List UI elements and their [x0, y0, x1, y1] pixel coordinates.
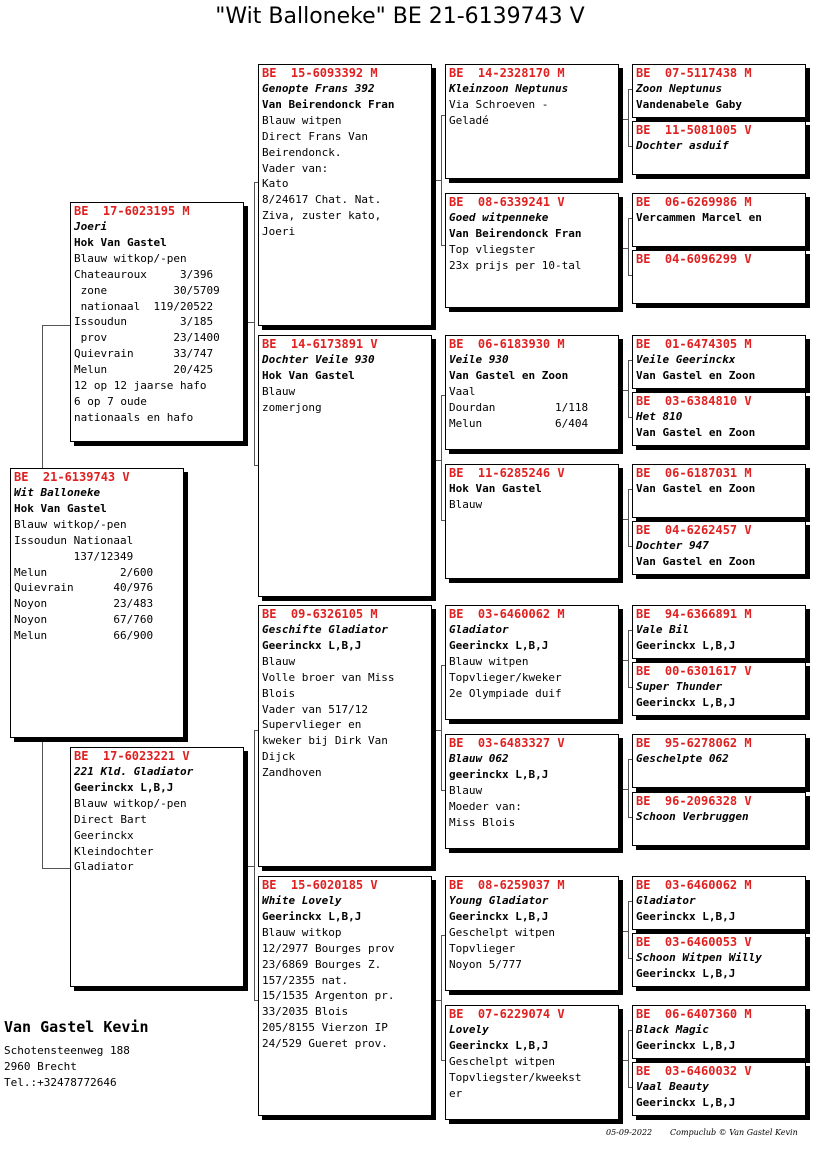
- connector-line: [441, 395, 442, 520]
- pigeon-card-gen5[interactable]: [632, 64, 806, 118]
- pigeon-info-line: Geladé: [449, 113, 489, 127]
- pigeon-info-line: Direct Bart: [74, 812, 147, 826]
- pigeon-name: Veile 930: [449, 353, 509, 366]
- pigeon-info-line: Noyon 67/760: [14, 613, 154, 627]
- pigeon-owner: Geerinckx L,B,J: [636, 638, 736, 652]
- connector-line: [628, 360, 629, 417]
- pigeon-owner: Geerinckx L,B,J: [262, 638, 362, 652]
- breeder-city: 2960 Brecht: [4, 1060, 77, 1073]
- pigeon-name: Young Gladiator: [449, 894, 549, 907]
- pigeon-name: Lovely: [449, 1023, 489, 1036]
- ring-number: BE 14-2328170 M: [449, 66, 565, 80]
- print-date: 05-09-2022: [606, 1128, 653, 1137]
- pigeon-card-gen5[interactable]: [632, 121, 806, 175]
- connector-line: [619, 119, 628, 120]
- credit-line: Compuclub © Van Gastel Kevin: [670, 1128, 798, 1137]
- connector-line: [432, 460, 441, 461]
- pigeon-card-gen5[interactable]: [632, 876, 806, 930]
- page-title: "Wit Balloneke" BE 21-6139743 V: [215, 4, 585, 29]
- ring-number: BE 15-6093392 M: [262, 66, 378, 80]
- connector-line: [619, 519, 628, 520]
- pigeon-info-line: Blauw: [262, 384, 296, 398]
- pigeon-name: Genopte Frans 392: [262, 82, 375, 95]
- pigeon-owner: Hok Van Gastel: [14, 501, 107, 515]
- connector-line: [628, 489, 629, 546]
- pigeon-owner: Hok Van Gastel: [262, 368, 355, 382]
- connector-line: [42, 868, 70, 869]
- pigeon-info-line: Joeri: [262, 225, 296, 239]
- pigeon-card-gen3[interactable]: [258, 605, 432, 867]
- connector-line: [441, 665, 442, 790]
- breeder-name: Van Gastel Kevin: [4, 1018, 149, 1036]
- pigeon-name: Geschifte Gladiator: [262, 623, 388, 636]
- connector-line: [432, 730, 441, 731]
- pigeon-name: Schoon Witpen Willy: [636, 951, 762, 964]
- pigeon-info-line: zomerjong: [262, 400, 322, 414]
- pigeon-name: White Lovely: [262, 894, 342, 907]
- pigeon-name: Black Magic: [636, 1023, 709, 1036]
- pigeon-owner: Geerinckx L,B,J: [636, 1095, 736, 1109]
- pigeon-card-gen4[interactable]: [445, 464, 619, 579]
- pigeon-card-gen4[interactable]: [445, 876, 619, 991]
- pigeon-info-line: 12 op 12 jaarse hafo: [74, 379, 207, 393]
- pigeon-info-line: Melun 2/600: [14, 565, 154, 579]
- pigeon-owner: Van Gastel en Zoon: [636, 425, 756, 439]
- pigeon-info-line: Vaal: [449, 384, 476, 398]
- ring-number: BE 11-6285246 V: [449, 466, 565, 480]
- pigeon-card-gen5[interactable]: [632, 392, 806, 446]
- connector-line: [619, 931, 628, 932]
- pigeon-name: 221 Kld. Gladiator: [74, 765, 194, 778]
- ring-number: BE 09-6326105 M: [262, 607, 378, 621]
- pigeon-card-gen5[interactable]: [632, 193, 806, 247]
- pigeon-name: Dochter Veile 930: [262, 353, 375, 366]
- ring-number: BE 03-6460062 M: [636, 878, 752, 892]
- pigeon-info-line: Chateauroux 3/396: [74, 267, 214, 281]
- pigeon-owner: Geerinckx L,B,J: [262, 909, 362, 923]
- pigeon-info-line: Geerinckx: [74, 828, 134, 842]
- ring-number: BE 17-6023221 V: [74, 749, 190, 763]
- connector-line: [244, 866, 254, 867]
- pigeon-info-line: nationaal 119/20522: [74, 299, 214, 313]
- pigeon-info-line: Blauw: [449, 497, 483, 511]
- ring-number: BE 06-6183930 M: [449, 337, 565, 351]
- connector-line: [254, 730, 255, 1000]
- pigeon-info-line: 15/1535 Argenton pr.: [262, 989, 395, 1003]
- ring-number: BE 94-6366891 M: [636, 607, 752, 621]
- breeder-street: Schotensteenweg 188: [4, 1044, 130, 1057]
- connector-line: [619, 789, 628, 790]
- pigeon-info-line: Supervlieger en: [262, 718, 362, 732]
- pigeon-info-line: Gladiator: [74, 860, 134, 874]
- ring-number: BE 03-6384810 V: [636, 394, 752, 408]
- pigeon-name: Vale Bil: [636, 623, 689, 636]
- pigeon-owner: Van Beirendonck Fran: [262, 97, 395, 111]
- connector-line: [244, 322, 254, 323]
- connector-line: [432, 1000, 441, 1001]
- pigeon-owner: geerinckx L,B,J: [449, 767, 549, 781]
- pigeon-info-line: Beirendonck.: [262, 145, 342, 159]
- pigeon-owner: Van Gastel en Zoon: [449, 368, 569, 382]
- pigeon-info-line: Melun 20/425: [74, 363, 214, 377]
- pigeon-info-line: Dijck: [262, 750, 296, 764]
- pigeon-card-gen4[interactable]: [445, 605, 619, 720]
- pigeon-info-line: Moeder van:: [449, 799, 522, 813]
- connector-line: [441, 115, 442, 245]
- pigeon-info-line: 6 op 7 oude: [74, 394, 147, 408]
- ring-number: BE 06-6407360 M: [636, 1007, 752, 1021]
- pigeon-info-line: 137/12349: [14, 549, 134, 563]
- pigeon-card-gen4[interactable]: [445, 193, 619, 308]
- pigeon-card-gen5[interactable]: [632, 335, 806, 389]
- pigeon-info-line: Kato: [262, 177, 289, 191]
- pigeon-card-gen5[interactable]: [632, 1062, 806, 1116]
- ring-number: BE 14-6173891 V: [262, 337, 378, 351]
- pigeon-info-line: 24/529 Gueret prov.: [262, 1037, 388, 1051]
- pigeon-owner: Van Beirendonck Fran: [449, 226, 582, 240]
- pigeon-name: Kleinzoon Neptunus: [449, 82, 569, 95]
- ring-number: BE 07-5117438 M: [636, 66, 752, 80]
- ring-number: BE 21-6139743 V: [14, 470, 130, 484]
- pigeon-card-gen5[interactable]: [632, 464, 806, 518]
- pigeon-info-line: 23/6869 Bourges Z.: [262, 957, 382, 971]
- pigeon-info-line: Kleindochter: [74, 844, 154, 858]
- pigeon-card-gen4[interactable]: [445, 64, 619, 179]
- connector-line: [441, 935, 442, 1060]
- pigeon-info-line: Blois: [262, 686, 296, 700]
- pigeon-info-line: Volle broer van Miss: [262, 670, 395, 684]
- pigeon-owner: Geerinckx L,B,J: [636, 966, 736, 980]
- connector-line: [619, 660, 628, 661]
- pigeon-info-line: Issoudun 3/185: [74, 315, 214, 329]
- pigeon-info-line: 33/2035 Blois: [262, 1005, 349, 1019]
- pigeon-info-line: Noyon 5/777: [449, 957, 522, 971]
- pigeon-owner: Van Gastel en Zoon: [636, 554, 756, 568]
- connector-line: [628, 218, 629, 275]
- pigeon-card-gen3[interactable]: [258, 876, 432, 1116]
- connector-line: [42, 325, 43, 468]
- breeder-phone: Tel.:+32478772646: [4, 1076, 117, 1089]
- ring-number: BE 04-6262457 V: [636, 523, 752, 537]
- ring-number: BE 06-6187031 M: [636, 466, 752, 480]
- pigeon-name: Vaal Beauty: [636, 1080, 709, 1093]
- pigeon-info-line: Dourdan 1/118: [449, 400, 589, 414]
- pigeon-owner: Hok Van Gastel: [449, 482, 542, 495]
- pigeon-owner: Geerinckx L,B,J: [449, 909, 549, 923]
- pigeon-owner: Van Gastel en Zoon: [636, 368, 756, 382]
- ring-number: BE 08-6339241 V: [449, 195, 565, 209]
- ring-number: BE 03-6483327 V: [449, 736, 565, 750]
- pigeon-info-line: Blauw witpen: [262, 113, 342, 127]
- pigeon-name: Blauw 062: [449, 752, 509, 765]
- pigeon-info-line: 157/2355 nat.: [262, 973, 349, 987]
- pigeon-name: Dochter asduif: [636, 139, 729, 152]
- connector-line: [432, 180, 441, 181]
- pigeon-name: Super Thunder: [636, 680, 723, 693]
- pigeon-card-gen5[interactable]: [632, 1005, 806, 1059]
- pigeon-name: Joeri: [74, 220, 108, 233]
- pigeon-info-line: Vader van:: [262, 161, 329, 175]
- pigeon-owner: Geerinckx L,B,J: [636, 1038, 736, 1052]
- pigeon-info-line: Top vliegster: [449, 242, 536, 256]
- connector-line: [628, 901, 629, 958]
- ring-number: BE 17-6023195 M: [74, 204, 190, 218]
- pigeon-name: Gladiator: [636, 894, 696, 907]
- pigeon-info-line: 2e Olympiade duif: [449, 686, 562, 700]
- pigeon-info-line: Issoudun Nationaal: [14, 533, 134, 547]
- ring-number: BE 11-5081005 V: [636, 123, 752, 137]
- pigeon-info-line: Quievrain 40/976: [14, 581, 154, 595]
- connector-line: [619, 390, 628, 391]
- ring-number: BE 04-6096299 V: [636, 252, 752, 266]
- pigeon-info-line: Blauw: [449, 783, 483, 797]
- pigeon-info-line: kweker bij Dirk Van: [262, 734, 388, 748]
- pigeon-card-gen5[interactable]: [632, 250, 806, 304]
- pigeon-info-line: 23x prijs per 10-tal: [449, 258, 582, 272]
- pigeon-owner: Geerinckx L,B,J: [74, 780, 174, 794]
- connector-line: [619, 1060, 628, 1061]
- pigeon-name: Wit Balloneke: [14, 486, 101, 499]
- pigeon-owner: Geerinckx L,B,J: [636, 909, 736, 923]
- pigeon-info-line: nationaals en hafo: [74, 410, 194, 424]
- pigeon-info-line: Blauw witkop/-pen: [14, 517, 127, 531]
- pigeon-name: Veile Geerinckx: [636, 353, 736, 366]
- pigeon-info-line: 205/8155 Vierzon IP: [262, 1021, 388, 1035]
- pigeon-info-line: 8/24617 Chat. Nat.: [262, 193, 382, 207]
- pigeon-card-gen5[interactable]: [632, 521, 806, 575]
- pigeon-info-line: Blauw: [262, 654, 296, 668]
- ring-number: BE 03-6460053 V: [636, 935, 752, 949]
- pigeon-info-line: Blauw witkop: [262, 925, 342, 939]
- pigeon-name: Goed witpenneke: [449, 211, 549, 224]
- ring-number: BE 01-6474305 M: [636, 337, 752, 351]
- pigeon-info-line: Direct Frans Van: [262, 129, 368, 143]
- connector-line: [42, 738, 43, 868]
- pigeon-info-line: Ziva, zuster kato,: [262, 209, 382, 223]
- pigeon-info-line: Quievrain 33/747: [74, 347, 214, 361]
- pigeon-info-line: Blauw witkop/-pen: [74, 251, 187, 265]
- connector-line: [42, 325, 70, 326]
- ring-number: BE 03-6460032 V: [636, 1064, 752, 1078]
- connector-line: [619, 248, 628, 249]
- ring-number: BE 07-6229074 V: [449, 1007, 565, 1021]
- pigeon-name: Dochter 947: [636, 539, 709, 552]
- pigeon-card-gen3[interactable]: [258, 64, 432, 326]
- pigeon-name: Geschelpte 062: [636, 752, 729, 765]
- pigeon-info-line: Via Schroeven -: [449, 97, 549, 111]
- pigeon-info-line: er: [449, 1086, 463, 1100]
- connector-line: [628, 759, 629, 817]
- pigeon-name: Het 810: [636, 410, 683, 423]
- pigeon-info-line: Blauw witpen: [449, 654, 529, 668]
- pigeon-info-line: Topvliegster/kweekst: [449, 1070, 582, 1084]
- pigeon-card-sire[interactable]: [70, 202, 244, 442]
- pigeon-owner: Geerinckx L,B,J: [636, 695, 736, 709]
- pigeon-info-line: Blauw witkop/-pen: [74, 796, 187, 810]
- pigeon-owner: Vandenabele Gaby: [636, 97, 742, 111]
- pigeon-card-gen5[interactable]: [632, 605, 806, 659]
- pigeon-card-gen4[interactable]: [445, 734, 619, 849]
- pigeon-info-line: Topvlieger: [449, 941, 516, 955]
- pigeon-info-line: Melun 66/900: [14, 629, 154, 643]
- pigeon-info-line: Geschelpt witpen: [449, 1054, 555, 1068]
- pigeon-owner: Geerinckx L,B,J: [449, 1038, 549, 1052]
- pigeon-name: Gladiator: [449, 623, 509, 636]
- pigeon-info-line: Zandhoven: [262, 766, 322, 780]
- pigeon-owner: Vercammen Marcel en: [636, 211, 762, 224]
- pigeon-card-gen5[interactable]: [632, 792, 806, 846]
- pigeon-owner: Van Gastel en Zoon: [636, 482, 756, 495]
- pigeon-info-line: Topvlieger/kweker: [449, 670, 562, 684]
- ring-number: BE 08-6259037 M: [449, 878, 565, 892]
- pigeon-name: Schoon Verbruggen: [636, 810, 749, 823]
- pigeon-card-gen5[interactable]: [632, 734, 806, 788]
- pigeon-info-line: Noyon 23/483: [14, 597, 154, 611]
- connector-line: [254, 182, 255, 465]
- pigeon-owner: Geerinckx L,B,J: [449, 638, 549, 652]
- ring-number: BE 03-6460062 M: [449, 607, 565, 621]
- connector-line: [628, 1030, 629, 1087]
- pigeon-card-gen5[interactable]: [632, 933, 806, 987]
- pigeon-info-line: Miss Blois: [449, 815, 516, 829]
- pigeon-card-subject[interactable]: [10, 468, 184, 738]
- pigeon-info-line: Geschelpt witpen: [449, 925, 555, 939]
- ring-number: BE 96-2096328 V: [636, 794, 752, 808]
- pigeon-info-line: prov 23/1400: [74, 331, 220, 345]
- pigeon-info-line: zone 30/5709: [74, 283, 220, 297]
- pigeon-card-gen3[interactable]: [258, 335, 432, 597]
- pigeon-card-dam[interactable]: [70, 747, 244, 987]
- pigeon-info-line: Vader van 517/12: [262, 702, 368, 716]
- ring-number: BE 15-6020185 V: [262, 878, 378, 892]
- ring-number: BE 00-6301617 V: [636, 664, 752, 678]
- connector-line: [628, 89, 629, 146]
- ring-number: BE 95-6278062 M: [636, 736, 752, 750]
- pigeon-info-line: 12/2977 Bourges prov: [262, 941, 395, 955]
- pigeon-card-gen4[interactable]: [445, 335, 619, 450]
- pigeon-card-gen4[interactable]: [445, 1005, 619, 1120]
- pigeon-info-line: Melun 6/404: [449, 416, 589, 430]
- pigeon-owner: Hok Van Gastel: [74, 235, 167, 249]
- connector-line: [628, 630, 629, 687]
- pigeon-name: Zoon Neptunus: [636, 82, 723, 95]
- ring-number: BE 06-6269986 M: [636, 195, 752, 209]
- pigeon-card-gen5[interactable]: [632, 662, 806, 716]
